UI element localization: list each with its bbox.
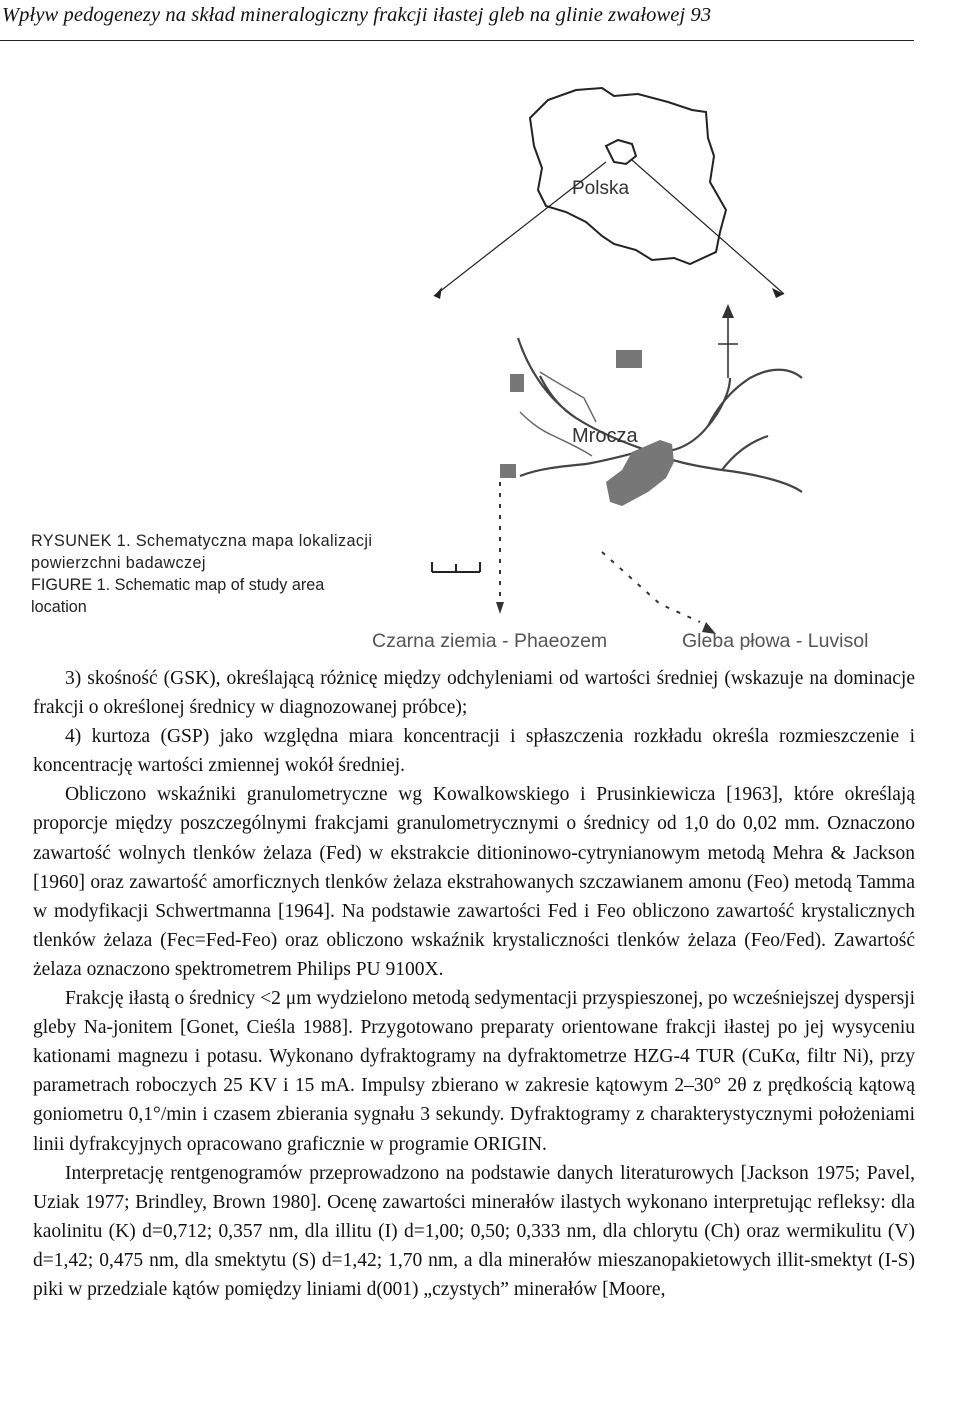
running-title: Wpływ pedogenezy na skład mineralogiczny frakcji iłastej gleb na glinie zwałowej 93 [2, 4, 712, 26]
running-header [0, 0, 914, 41]
figure-caption [31, 530, 381, 618]
settlement-block [510, 374, 524, 392]
location-map [370, 82, 915, 650]
settlement-block [500, 464, 516, 478]
mrocza-label: Mrocza [572, 425, 638, 447]
soil-label-luvisol: Gleba płowa - Luvisol [682, 630, 869, 650]
inset-region [606, 140, 636, 164]
caption-english: FIGURE 1. Schematic map of study area location [31, 576, 325, 616]
body-text [33, 664, 915, 1304]
caption-polish: RYSUNEK 1. Schematyczna mapa lokalizacji powierzchni badawczej [31, 532, 373, 572]
poland-outline [530, 88, 726, 264]
poland-label: Polska [572, 178, 630, 199]
soil-label-phaeozem: Czarna ziemia - Phaeozem [372, 630, 608, 650]
paragraph-clay-fraction: Frakcję iłastą o średnicy <2 μm wydzielono metodą sedymentacji przyspieszonej, po wcześniejszej dyspersji gleby Na-jonitem [Gonet, Cieśla 1988]. Przygotowano preparaty orientowane frakcji iłastej po jej wysyceniu kationami magnezu i potasu. Wykonano dyfraktogramy na dyfraktometrze HZG-4 TUR (CuKα, filtr Ni), przy parametrach roboczych 25 KV i 15 mA. Impulsy zbierano w zakresie kątowym 2–30° 2θ z prędkością kątową goniometru 0,1°/min i czasem zbierania sygnału 3 sekundy. Dyfraktogramy z charakterystycznymi położeniami linii dyfrakcyjnych opracowano graficznie w programie ORIGIN. [33, 988, 915, 1155]
settlement-block [616, 350, 642, 368]
paragraph-indices: Obliczono wskaźniki granulometryczne wg Kowalkowskiego i Prusinkiewicza [1963], które określają proporcje między poszczególnymi frakcjami granulometrycznymi o średnicy od 1,0 do 0,02 mm. Oznaczono zawartość wolnych tlenków żelaza (Fed) w ekstrakcie ditioninowo-cytrynianowym metodą Mehra & Jackson [1960] oraz zawartość amorficznych tlenków żelaza ekstrahowanych szczawianem amonu (Feo) metodą Tamma w modyfikacji Schwertmanna [1964]. Na podstawie zawartości Fed i Feo obliczono zawartość krystalicznych tlenków żelaza (Fec=Fed-Feo) oraz obliczono wskaźnik krystaliczności tlenków żelaza (Feo/Fed). Zawartość żelaza oznaczono spektrometrem Philips PU 9100X. [33, 784, 915, 980]
mrocza-town-area [606, 440, 674, 506]
paragraph-kurtosis: 4) kurtoza (GSP) jako względna miara koncentracji i spłaszczenia rozkładu określa rozmieszczenie i koncentrację wartości zmiennej wokół średniej. [33, 726, 915, 777]
paragraph-skewness: 3) skośność (GSK), określającą różnicę między odchyleniami od wartości średniej (wskazuje na dominacje frakcji o określonej średnicy w diagnozowanej próbce); [33, 668, 915, 719]
paragraph-interpretation: Interpretację rentgenogramów przeprowadzono na podstawie danych literaturowych [Jackson 1975; Pavel, Uziak 1977; Brindley, Brown 1980]. Ocenę zawartości minerałów ilastych wykonano interpretując refleksy: dla kaolinitu (K) d=0,712; 0,357 nm, dla illitu (I) d=1,00; 0,50; 0,333 nm, dla chlorytu (Ch) oraz wermikulitu (V) d=1,42; 0,475 nm, dla smektytu (S) d=1,42; 1,70 nm, a dla minerałów mieszanopakietowych illit-smektyt (I-S) piki w przedziale kątów pomiędzy liniami d(001) „czystych” minerałów [Moore, [33, 1162, 915, 1300]
